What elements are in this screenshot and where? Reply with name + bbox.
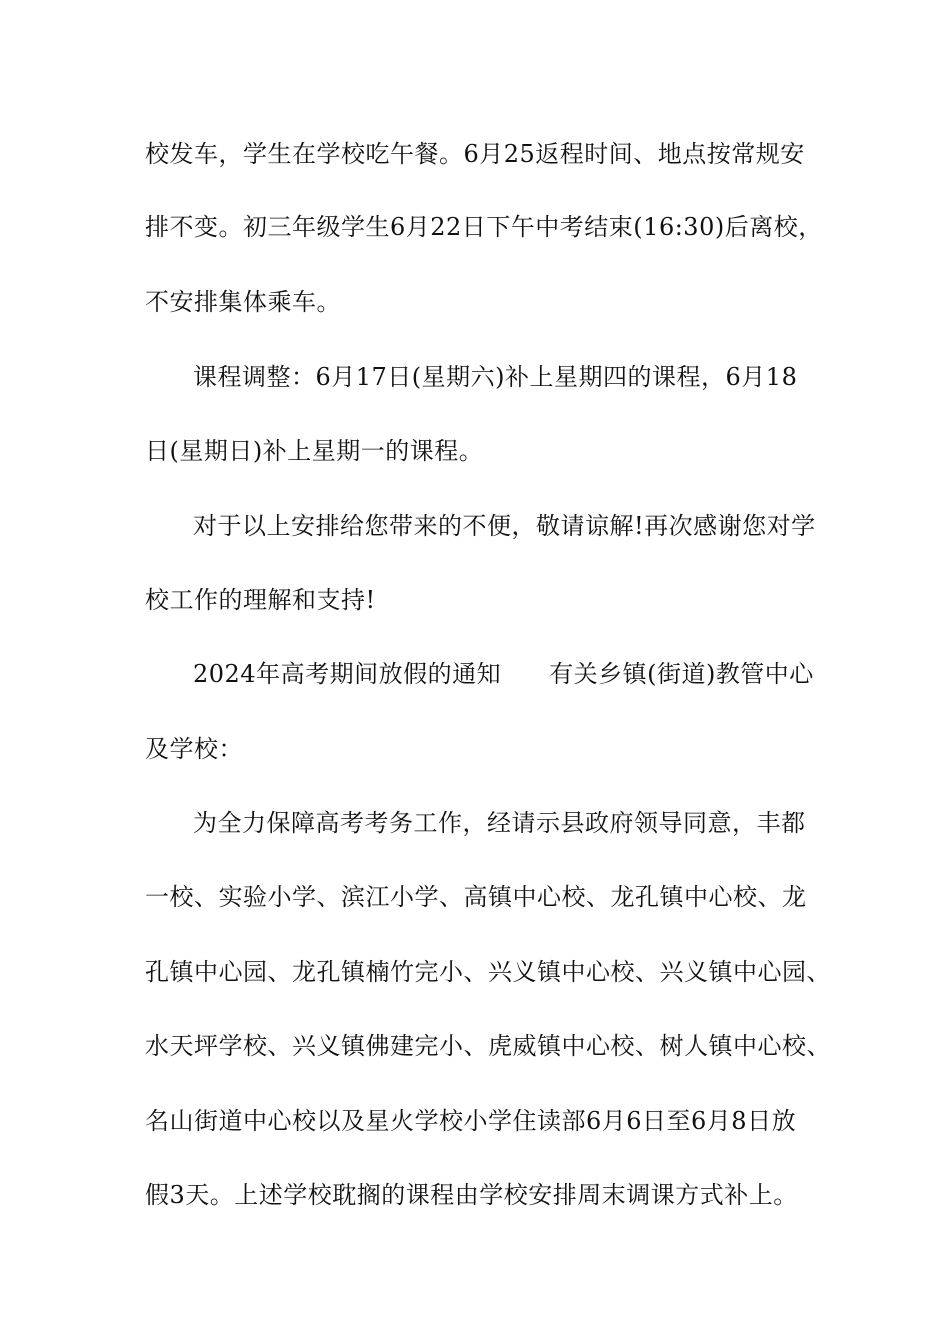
text-line: 日(星期日)补上星期一的课程。 [145,437,484,465]
text-line: 水天坪学校、兴义镇佛建完小、虎威镇中心校、树人镇中心校、 [145,1032,831,1060]
paragraph-course-adjustment: 课程调整：6月17日(星期六)补上星期四的课程，6月18 [193,363,798,391]
text-line: 假3天。上述学校耽搁的课程由学校安排周末调课方式补上。 [145,1181,798,1209]
text-line: 名山街道中心校以及星火学校小学住读部6月6日至6月8日放 [145,1107,797,1135]
notice-title-line [193,659,825,689]
text-line: 不安排集体乘车。 [145,288,341,316]
text-line: 校发车，学生在学校吃午餐。6月25返程时间、地点按常规安 [145,140,805,168]
notice-addressee: 有关乡镇(街道)教管中心 [549,660,814,688]
text-line: 一校、实验小学、滨江小学、高镇中心校、龙孔镇中心校、龙 [145,883,807,911]
paragraph-holiday-notice: 为全力保障高考考务工作，经请示县政府领导同意，丰都 [193,809,806,837]
text-line: 及学校： [145,735,243,763]
paragraph-apology: 对于以上安排给您带来的不便，敬请谅解!再次感谢您对学 [193,512,816,540]
text-line: 孔镇中心园、龙孔镇楠竹完小、兴义镇中心校、兴义镇中心园、 [145,958,831,986]
text-line: 排不变。初三年级学生6月22日下午中考结束(16:30)后离校， [145,213,823,241]
text-line: 校工作的理解和支持! [145,586,376,614]
notice-title: 2024年高考期间放假的通知 [193,660,502,688]
